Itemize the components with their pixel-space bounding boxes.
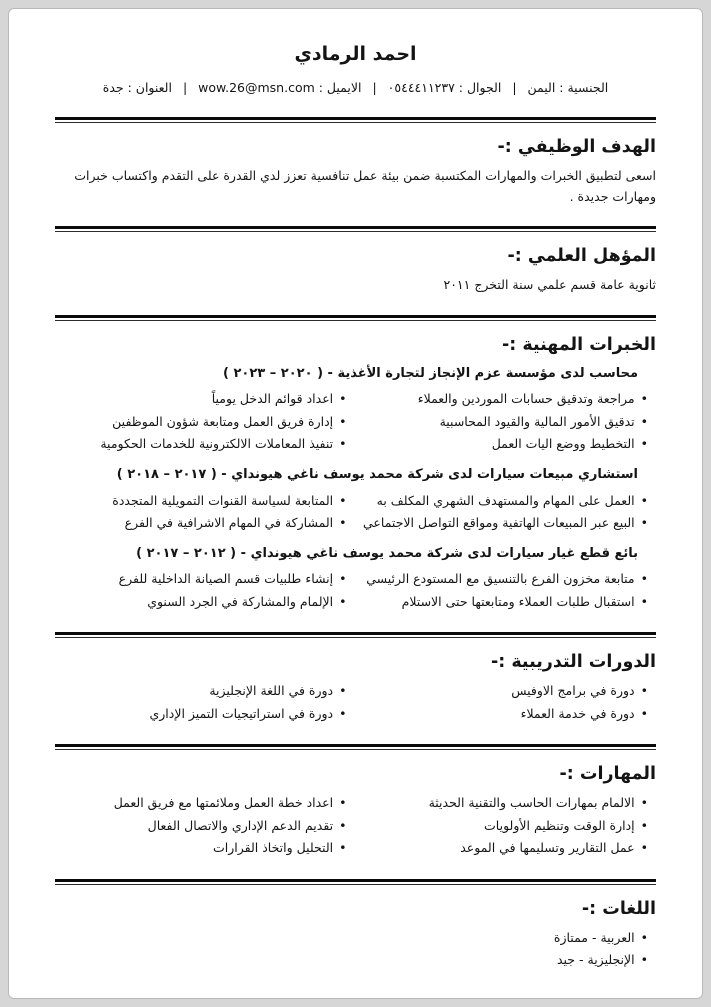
list-item-text: التحليل واتخاذ القرارات bbox=[212, 840, 334, 856]
list-item bbox=[357, 680, 649, 703]
resume-page bbox=[8, 8, 703, 999]
list-item bbox=[357, 815, 649, 838]
list-item-text: عمل التقارير وتسليمها في الموعد bbox=[460, 840, 635, 856]
skills-section bbox=[55, 764, 656, 860]
bullet-column-right bbox=[357, 568, 649, 613]
bullet-icon: • bbox=[640, 817, 648, 833]
job-block-spare-parts-seller bbox=[55, 544, 656, 614]
list-item-text: تدقيق الأمور المالية والقيود المحاسبية bbox=[439, 413, 635, 429]
list-item bbox=[55, 815, 347, 838]
bullet-column-left bbox=[55, 792, 347, 860]
job-title: بائع قطع غيار سيارات لدى شركة محمد يوسف ناغي هيونداي - ( ٢٠١٢ – ٢٠١٧ ) bbox=[136, 545, 638, 561]
bullet-columns bbox=[55, 490, 656, 535]
bullet-icon: • bbox=[640, 795, 648, 811]
bullet-columns bbox=[55, 388, 656, 456]
list-item-text: اعداد قوائم الدخل يومياً bbox=[211, 391, 334, 407]
contact-separator: | bbox=[182, 80, 188, 95]
job-block-accountant bbox=[55, 364, 656, 456]
bullet-icon: • bbox=[640, 683, 648, 699]
section-title-objective: الهدف الوظيفي :- bbox=[497, 136, 656, 157]
contact-line bbox=[55, 79, 656, 98]
bullet-icon: • bbox=[640, 840, 648, 856]
list-item-text: اعداد خطة العمل وملائمتها مع فريق العمل bbox=[113, 795, 334, 811]
list-item-text: المتابعة لسياسة القنوات التمويلية المتجددة bbox=[112, 492, 334, 508]
list-item-text: دورة في برامج الاوفيس bbox=[511, 683, 635, 699]
list-item bbox=[55, 388, 347, 411]
bullet-icon: • bbox=[640, 571, 648, 587]
list-item bbox=[55, 591, 347, 614]
bullet-icon: • bbox=[339, 817, 347, 833]
list-item bbox=[55, 949, 648, 972]
section-divider bbox=[55, 315, 656, 321]
bullet-icon: • bbox=[640, 436, 648, 452]
list-item-text: إنشاء طلبيات قسم الصيانة الداخلية للفرع bbox=[118, 571, 334, 587]
job-title: استشاري مبيعات سيارات لدى شركة محمد يوسف ناغي هيونداي - ( ٢٠١٧ – ٢٠١٨ ) bbox=[116, 466, 638, 482]
list-item bbox=[357, 512, 649, 535]
contact-phone: الجوال : ٠٥٤٤٤١١٢٣٧ bbox=[387, 80, 502, 95]
list-item bbox=[55, 680, 347, 703]
list-item bbox=[357, 388, 649, 411]
education-section bbox=[55, 246, 656, 295]
languages-section bbox=[55, 899, 656, 972]
bullet-icon: • bbox=[339, 840, 347, 856]
list-item bbox=[55, 927, 648, 950]
section-title-education: المؤهل العلمي :- bbox=[507, 246, 656, 267]
list-item bbox=[357, 591, 649, 614]
bullet-icon: • bbox=[339, 436, 347, 452]
job-title: محاسب لدى مؤسسة عزم الإنجاز لتجارة الأغذية - ( ٢٠٢٠ – ٢٠٢٣ ) bbox=[223, 365, 638, 381]
bullet-column-left bbox=[55, 568, 347, 613]
bullet-columns bbox=[55, 792, 656, 860]
list-item-text: دورة في اللغة الإنجليزية bbox=[209, 683, 334, 699]
list-item-text: المشاركة في المهام الاشرافية في الفرع bbox=[124, 515, 334, 531]
section-title-languages: اللغات :- bbox=[581, 898, 656, 919]
bullet-icon: • bbox=[339, 391, 347, 407]
section-title-courses: الدورات التدريبية :- bbox=[490, 652, 656, 673]
contact-email: الايميل : wow.26@msn.com bbox=[198, 80, 362, 95]
languages-list bbox=[55, 927, 656, 972]
list-item bbox=[55, 568, 347, 591]
section-divider bbox=[55, 117, 656, 123]
bullet-icon: • bbox=[339, 705, 347, 721]
bullet-icon: • bbox=[339, 593, 347, 609]
list-item-text: دورة في استراتيجيات التميز الإداري bbox=[149, 705, 334, 721]
list-item-text: الالمام بمهارات الحاسب والتقنية الحديثة bbox=[428, 795, 635, 811]
bullet-columns bbox=[55, 568, 656, 613]
bullet-icon: • bbox=[640, 952, 648, 968]
bullet-icon: • bbox=[640, 413, 648, 429]
contact-nationality: الجنسية : اليمن bbox=[527, 80, 609, 95]
list-item bbox=[357, 433, 649, 456]
bullet-column-right bbox=[357, 490, 649, 535]
bullet-icon: • bbox=[339, 515, 347, 531]
section-divider bbox=[55, 226, 656, 232]
bullet-columns bbox=[55, 680, 656, 725]
bullet-icon: • bbox=[339, 683, 347, 699]
bullet-icon: • bbox=[640, 391, 648, 407]
contact-separator: | bbox=[372, 80, 377, 95]
section-divider bbox=[55, 744, 656, 750]
bullet-icon: • bbox=[640, 705, 648, 721]
courses-section bbox=[55, 652, 656, 725]
bullet-icon: • bbox=[640, 492, 648, 508]
list-item-text: الإلمام والمشاركة في الجرد السنوي bbox=[147, 593, 334, 609]
list-item-text: تقديم الدعم الإداري والاتصال الفعال bbox=[147, 817, 334, 833]
list-item-text: العمل على المهام والمستهدف الشهري المكلف به bbox=[376, 492, 635, 508]
list-item bbox=[55, 837, 347, 860]
list-item bbox=[55, 792, 347, 815]
list-item-text: دورة في خدمة العملاء bbox=[520, 705, 635, 721]
bullet-column-right bbox=[357, 388, 649, 456]
bullet-column-left bbox=[55, 680, 347, 725]
section-divider bbox=[55, 879, 656, 885]
list-item-text: إدارة الوقت وتنظيم الأولويات bbox=[484, 817, 635, 833]
education-text: ثانوية عامة قسم علمي سنة التخرج ٢٠١١ bbox=[443, 277, 656, 293]
list-item bbox=[55, 490, 347, 513]
list-item bbox=[357, 792, 649, 815]
bullet-icon: • bbox=[640, 593, 648, 609]
bullet-column-right bbox=[357, 792, 649, 860]
list-item-text: تنفيذ المعاملات الالكترونية للخدمات الحكومية bbox=[100, 436, 334, 452]
list-item-text: البيع عبر المبيعات الهاتفية ومواقع التواصل الاجتماعي bbox=[363, 515, 635, 531]
bullet-icon: • bbox=[339, 795, 347, 811]
list-item-text: العربية - ممتازة bbox=[553, 929, 635, 945]
section-title-experience: الخبرات المهنية :- bbox=[502, 334, 656, 355]
bullet-icon: • bbox=[339, 571, 347, 587]
objective-text: اسعى لتطبيق الخبرات والمهارات المكتسبة ضمن بيئة عمل تنافسية تعزز لدي القدرة على التقدم واكتساب خبرات ومهارات جديدة . bbox=[74, 167, 656, 204]
list-item bbox=[55, 703, 347, 726]
list-item bbox=[357, 703, 649, 726]
list-item bbox=[55, 512, 347, 535]
bullet-icon: • bbox=[640, 929, 648, 945]
bullet-icon: • bbox=[640, 515, 648, 531]
list-item-text: التخطيط ووضع اليات العمل bbox=[491, 436, 635, 452]
bullet-icon: • bbox=[339, 413, 347, 429]
list-item bbox=[357, 411, 649, 434]
list-item bbox=[357, 837, 649, 860]
list-item-text: الإنجليزية - جيد bbox=[556, 952, 635, 968]
list-item bbox=[55, 411, 347, 434]
bullet-column-right bbox=[357, 680, 649, 725]
section-title-skills: المهارات :- bbox=[559, 764, 656, 785]
bullet-column-left bbox=[55, 490, 347, 535]
resume-name: احمد الرمادي bbox=[294, 43, 417, 65]
list-item-text: استقبال طلبات العملاء ومتابعتها حتى الاستلام bbox=[401, 593, 635, 609]
bullet-column-left bbox=[55, 388, 347, 456]
bullet-icon: • bbox=[339, 492, 347, 508]
contact-address: العنوان : جدة bbox=[102, 80, 172, 95]
list-item-text: متابعة مخزون الفرع بالتنسيق مع المستودع الرئيسي bbox=[366, 571, 635, 587]
list-item-text: مراجعة وتدقيق حسابات الموردين والعملاء bbox=[417, 391, 635, 407]
list-item bbox=[357, 490, 649, 513]
section-divider bbox=[55, 632, 656, 638]
objective-section bbox=[55, 137, 656, 208]
experience-section bbox=[55, 335, 656, 614]
list-item bbox=[357, 568, 649, 591]
contact-separator: | bbox=[512, 80, 517, 95]
list-item bbox=[55, 433, 347, 456]
job-block-sales-consultant bbox=[55, 465, 656, 535]
list-item-text: إدارة فريق العمل ومتابعة شؤون الموظفين bbox=[112, 413, 334, 429]
